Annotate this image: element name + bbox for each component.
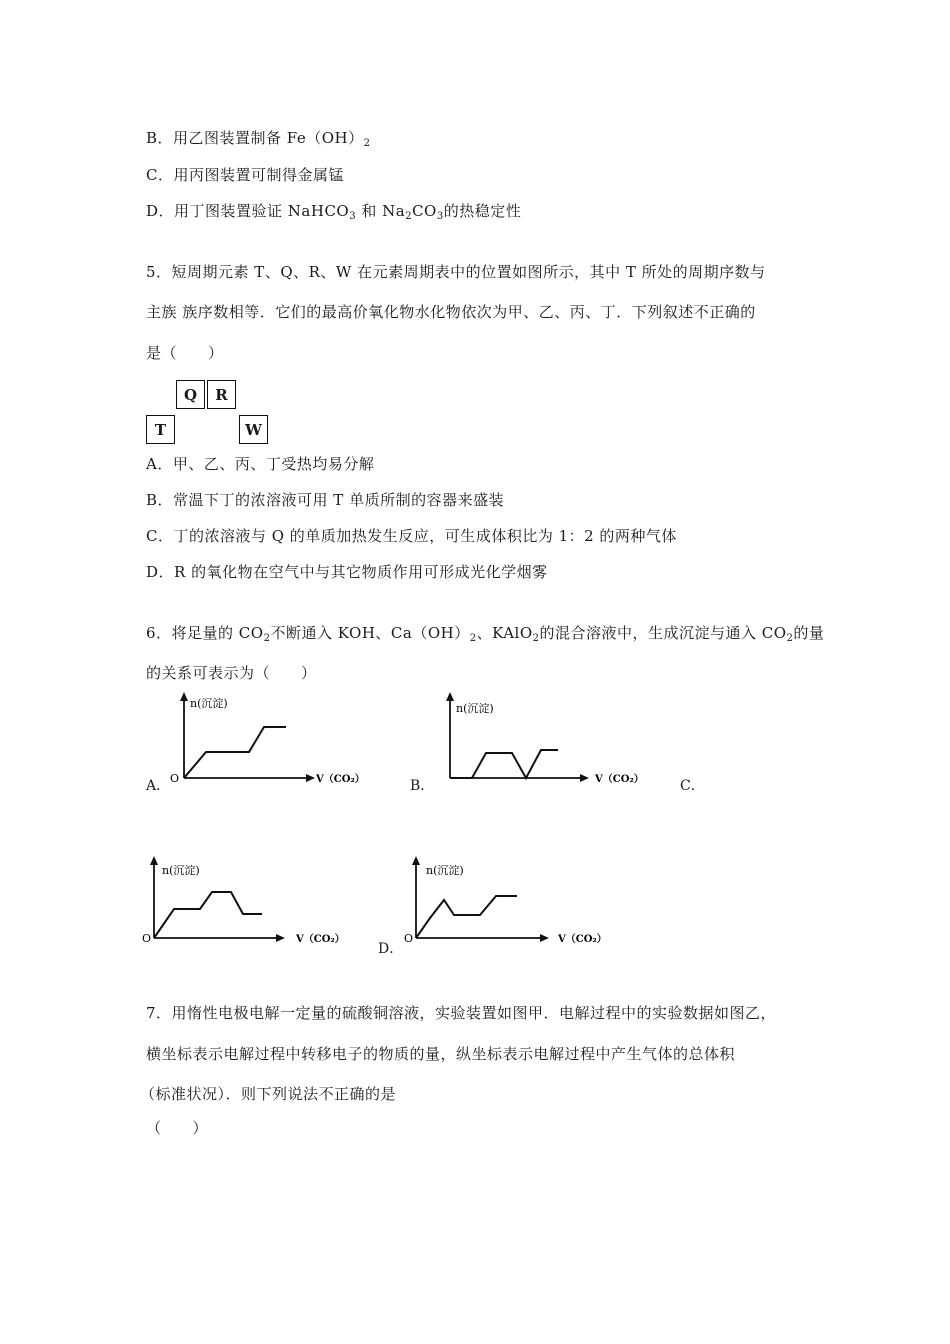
q5-option-b: B．常温下丁的浓溶液可用 T 单质所制的容器来盛装 — [146, 491, 505, 509]
origin-label: O — [170, 772, 180, 785]
q6-graph-b — [432, 690, 672, 790]
q7-stem-line3: （标准状况）．则下列说法不正确的是 — [140, 1085, 397, 1103]
x-axis-label: V（CO₂） — [595, 774, 644, 785]
y-axis-label: n(沉淀) — [456, 702, 494, 715]
q6-label-b: B． — [410, 778, 435, 794]
q6-graph-d — [400, 852, 640, 952]
q6-graph-c — [140, 852, 370, 952]
origin-label: O — [404, 932, 414, 945]
q6-label-d: D． — [378, 941, 404, 957]
q5-stem-line3: 是（ ） — [146, 344, 224, 362]
q5-option-a: A．甲、乙、丙、丁受热均易分解 — [146, 455, 375, 473]
q5-stem-line2: 主族 族序数相等．它们的最高价氧化物水化物依次为甲、乙、丙、丁．下列叙述不正确的 — [146, 303, 756, 321]
q6-stem-line2: 的关系可表示为（ ） — [146, 664, 317, 682]
cell-t: T — [146, 415, 175, 444]
x-axis-label: V（CO₂） — [316, 774, 365, 785]
x-axis-label: V（CO₂） — [296, 934, 345, 945]
y-axis-label: n(沉淀) — [162, 864, 200, 877]
q5-option-c: C．丁的浓溶液与 Q 的单质加热发生反应，可生成体积比为 1：2 的两种气体 — [146, 527, 677, 545]
y-axis-label: n(沉淀) — [190, 697, 228, 710]
q6-label-a: A． — [146, 778, 171, 794]
cell-w: W — [239, 415, 268, 444]
q5-option-d: D．R 的氧化物在空气中与其它物质作用可形成光化学烟雾 — [146, 563, 548, 581]
q6-label-c: C． — [680, 778, 705, 794]
q7-stem-line2: 横坐标表示电解过程中转移电子的物质的量，纵坐标表示电解过程中产生气体的总体积 — [146, 1045, 736, 1063]
q5-stem-line1: 5．短周期元素 T、Q、R、W 在元素周期表中的位置如图所示，其中 T 所处的周期序数与 — [146, 263, 766, 281]
q7-stem-line1: 7．用惰性电极电解一定量的硫酸铜溶液，实验装置如图甲．电解过程中的实验数据如图乙， — [146, 1004, 777, 1022]
periodic-table-fragment — [146, 380, 276, 448]
q7-stem-line4: （ ） — [146, 1119, 209, 1137]
cell-q: Q — [176, 380, 205, 409]
q6-graph-a — [166, 690, 365, 790]
q4-option-d: D．用丁图装置验证 NaHCO$_3$ 和 $Na_2CO_3$的热稳定性 — [146, 202, 522, 222]
q6-stem-line1: 6．将足量的 $CO_2$不断通入 KOH、$Ca(OH)_2$、KAlO$_2$的混合溶液中，生成沉淀与通入 $CO_2$的量 — [146, 624, 825, 644]
x-axis-label: V（CO₂） — [558, 934, 607, 945]
origin-label: O — [142, 932, 152, 945]
y-axis-label: n(沉淀) — [426, 864, 464, 877]
q4-option-c: C．用丙图装置可制得金属锰 — [146, 166, 344, 184]
cell-r: R — [207, 380, 236, 409]
q4-option-b: B．用乙图装置制备 $Fe(OH)_2$ — [146, 129, 371, 149]
